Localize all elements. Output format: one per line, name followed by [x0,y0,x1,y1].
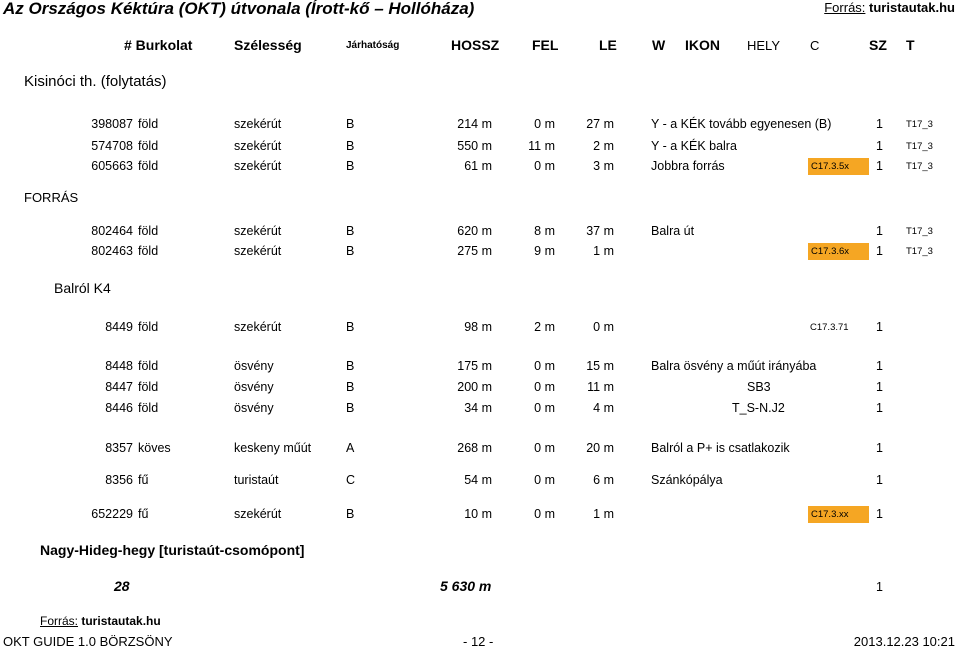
row-id: 8356 [105,473,133,487]
header-le: LE [599,37,617,53]
row-length: 34 m [464,401,492,415]
row-surface: fű [138,507,149,521]
row-pass: A [346,441,355,455]
row-up: 0 m [534,473,555,487]
row-id: 8449 [105,320,133,334]
page-title: Az Országos Kéktúra (OKT) útvonala (Írott-kő – Hollóháza) [3,0,475,18]
row-down: 6 m [593,473,614,487]
row-c: 1 [876,359,883,373]
row-pass: B [346,401,355,415]
row-location-badge: C17.3.6x [808,243,869,260]
row-pass: C [346,473,356,487]
row-pass: B [346,380,355,394]
header-burkolat: # Burkolat [124,37,193,53]
row-c: 1 [876,117,883,131]
row-length: 61 m [464,159,492,173]
row-down: 11 m [587,380,614,394]
row-width: ösvény [234,359,274,373]
row-pass: B [346,117,355,131]
row-length: 200 m [457,380,492,394]
row-up: 0 m [534,159,555,173]
row-width: szekérút [234,117,282,131]
row-width: turistaút [234,473,279,487]
row-down: 3 m [593,159,614,173]
header-hossz: HOSSZ [451,37,500,53]
row-location-code: C17.3.71 [810,322,849,333]
footer-page: - 12 - [463,634,494,649]
row-up: 0 m [534,441,555,455]
row-id: 8447 [105,380,133,394]
row-description: Szánkópálya [651,473,723,487]
row-surface: föld [138,359,159,373]
row-location-badge: C17.3.5x [808,158,869,175]
row-location-badge: C17.3.xx [808,506,869,523]
row-pass: B [346,359,355,373]
section-balrol: Balról K4 [54,280,111,296]
row-up: 0 m [534,507,555,521]
row-c: 1 [876,380,883,394]
row-id: 802463 [91,244,133,258]
row-length: 98 m [464,320,492,334]
row-pass: B [346,139,355,153]
row-up: 2 m [534,320,555,334]
row-up: 0 m [534,117,555,131]
row-surface: föld [138,224,159,238]
row-id: 574708 [91,139,133,153]
row-id: 605663 [91,159,133,173]
total-count: 28 [114,578,130,594]
row-description: SB3 [747,380,771,394]
header-szelesseg: Szélesség [234,37,302,53]
row-id: 652229 [91,507,133,521]
row-surface: föld [138,117,159,131]
row-up: 11 m [528,139,555,153]
row-length: 214 m [457,117,492,131]
row-up: 0 m [534,380,555,394]
row-c: 1 [876,401,883,415]
row-length: 550 m [457,139,492,153]
row-up: 0 m [534,359,555,373]
row-description: T_S-N.J2 [732,401,785,415]
row-width: szekérút [234,139,282,153]
row-down: 27 m [586,117,614,131]
row-surface: föld [138,244,159,258]
row-id: 398087 [91,117,133,131]
row-c: 1 [876,320,883,334]
row-pass: B [346,244,355,258]
total-c: 1 [876,580,883,594]
header-hely: HELY [747,38,780,53]
row-down: 20 m [586,441,614,455]
row-id: 8446 [105,401,133,415]
row-length: 10 m [464,507,492,521]
row-pass: B [346,320,355,334]
row-c: 1 [876,139,883,153]
row-description: Balról a P+ is csatlakozik [651,441,790,455]
row-c: 1 [876,244,883,258]
header-w: W [652,37,666,53]
row-surface: föld [138,401,159,415]
section-kisinoci: Kisinóci th. (folytatás) [24,73,167,90]
row-length: 275 m [457,244,492,258]
row-down: 2 m [593,139,614,153]
row-length: 54 m [464,473,492,487]
source-label-bottom[interactable]: Forrás: [40,614,79,628]
row-pass: B [346,224,355,238]
header-c: C [810,38,820,53]
row-t: T17_3 [906,161,933,172]
row-surface: föld [138,380,159,394]
row-description: Jobbra forrás [651,159,725,173]
header-jarhatosag: Járhatóság [346,40,400,51]
row-c: 1 [876,224,883,238]
row-description: Y - a KÉK balra [651,139,737,153]
header-ikon: IKON [685,37,720,53]
row-description: Y - a KÉK tovább egyenesen (B) [651,117,832,131]
source-bottom [40,614,161,628]
row-up: 8 m [534,224,555,238]
row-down: 1 m [593,507,614,521]
row-t: T17_3 [906,119,933,130]
row-surface: föld [138,159,159,173]
source-site: turistautak.hu [869,0,955,15]
row-surface: föld [138,320,159,334]
section-forras: FORRÁS [24,190,79,205]
row-width: szekérút [234,244,282,258]
row-up: 0 m [534,401,555,415]
row-surface: köves [138,441,171,455]
row-pass: B [346,159,355,173]
row-c: 1 [876,441,883,455]
row-width: szekérút [234,224,282,238]
source-label[interactable]: Forrás: [824,0,866,15]
row-down: 1 m [593,244,614,258]
row-width: keskeny műút [234,441,312,455]
row-id: 802464 [91,224,133,238]
row-width: szekérút [234,320,282,334]
total-length: 5 630 m [440,578,492,594]
row-c: 1 [876,159,883,173]
row-surface: fű [138,473,149,487]
row-width: ösvény [234,380,274,394]
section-nagyhideg: Nagy-Hideg-hegy [turistaút-csomópont] [40,542,305,558]
footer-guide: OKT GUIDE 1.0 BÖRZSÖNY [3,634,173,649]
row-t: T17_3 [906,141,933,152]
row-id: 8448 [105,359,133,373]
row-up: 9 m [534,244,555,258]
row-length: 175 m [457,359,492,373]
row-width: szekérút [234,159,282,173]
header-sz: SZ [869,37,887,53]
row-pass: B [346,507,355,521]
row-length: 620 m [457,224,492,238]
header-fel: FEL [532,37,559,53]
source-site-bottom: turistautak.hu [81,614,161,628]
row-t: T17_3 [906,226,933,237]
header-t: T [906,37,915,53]
row-down: 37 m [586,224,614,238]
row-surface: föld [138,139,159,153]
row-t: T17_3 [906,246,933,257]
row-down: 4 m [593,401,614,415]
footer-date: 2013.12.23 10:21 [853,634,955,649]
row-c: 1 [876,473,883,487]
row-length: 268 m [457,441,492,455]
row-width: ösvény [234,401,274,415]
source-top [824,0,955,15]
row-id: 8357 [105,441,133,455]
row-description: Balra út [651,224,695,238]
row-down: 0 m [593,320,614,334]
row-down: 15 m [586,359,614,373]
row-width: szekérút [234,507,282,521]
row-c: 1 [876,507,883,521]
row-description: Balra ösvény a műút irányába [651,359,817,373]
